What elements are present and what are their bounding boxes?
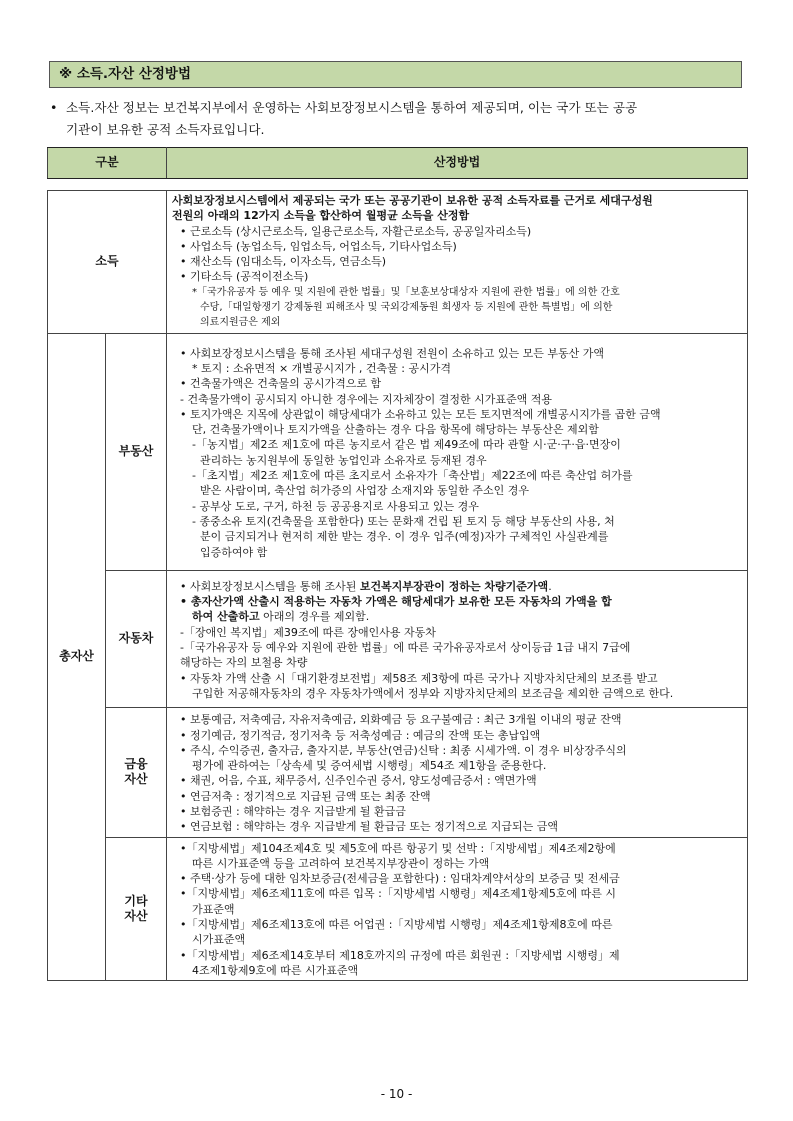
- financial-line: • 연금저축 : 정기적으로 지급된 금액 또는 최종 잔액: [180, 789, 431, 803]
- row-label-vehicle: 자동차: [106, 570, 167, 707]
- other-assets-line: 4조제1항제9호에 따른 시가표준액: [192, 963, 359, 977]
- financial-content: [167, 708, 748, 837]
- spacer-cell: [48, 179, 748, 191]
- realestate-line: -「농지법」제2조 제1호에 따른 농지로서 같은 법 제49조에 따라 관할 시·군·구·읍·면장이: [192, 438, 621, 452]
- vehicle-line: -「국가유공자 등 예우와 지원에 관한 법률」에 따른 국가유공자로서 상이등급 1급 내지 7급에: [180, 641, 631, 655]
- other-assets-line: 따른 시가표준액 등을 고려하여 보건복지부장관이 정하는 가액: [192, 856, 490, 870]
- col-header-category: 구분: [48, 148, 167, 179]
- realestate-line: - 공부상 도로, 구거, 하천 등 공공용지로 사용되고 있는 경우: [192, 499, 479, 513]
- vehicle-line-3-bold: 하여 산출하고: [192, 610, 260, 624]
- income-line: • 사업소득 (농업소득, 임업소득, 어업소득, 기타사업소득): [180, 239, 457, 253]
- vehicle-line: 해당하는 자의 보철용 차량: [180, 656, 308, 670]
- financial-line: • 채권, 어음, 수표, 채무증서, 신주인수권 증서, 양도성예금증서 : 액면가액: [180, 774, 537, 788]
- col-header-method: 산정방법: [167, 148, 748, 179]
- intro-line-2: 기관이 보유한 공적 소득자료입니다.: [66, 122, 265, 137]
- realestate-line: • 사회보장정보시스템을 통해 조사된 세대구성원 전원이 소유하고 있는 모든 부동산 가액: [180, 346, 604, 360]
- vehicle-line-3-post: 아래의 경우를 제외함.: [259, 610, 370, 624]
- financial-label-2: 자산: [124, 772, 148, 787]
- realestate-line: 입증하여야 함: [200, 545, 268, 559]
- income-note-line: *「국가유공자 등 예우 및 지원에 관한 법률」및「보훈보상대상자 지원에 관한 법률」에 의한 간호: [192, 286, 620, 298]
- financial-line: 평가에 관하여는「상속세 및 증여세법 시행령」제54조 제1항을 준용한다.: [192, 759, 547, 773]
- realestate-line: * 토지 : 소유면적 × 개별공시지가 , 건축물 : 공시가격: [192, 361, 451, 375]
- realestate-line: 단, 건축물가액이나 토지가액을 산출하는 경우 다음 항목에 해당하는 부동산은 제외함: [192, 423, 599, 437]
- table-row-realestate: [48, 333, 748, 570]
- vehicle-line: [172, 579, 741, 594]
- realestate-line: - 종중소유 토지(건축물을 포함한다) 또는 문화재 건립 된 토지 등 해당 부동산의 사용, 처: [192, 514, 615, 528]
- vehicle-line: • 총자산가액 산출시 적용하는 자동차 가액은 해당세대가 보유한 모든 자동차의 가액을 합: [180, 595, 612, 609]
- realestate-line: - 건축물가액이 공시되지 아니한 경우에는 지자체장이 결정한 시가표준액 적용: [180, 392, 552, 406]
- financial-line: • 연금보험 : 해약하는 경우 지급받게 될 환급금 또는 정기적으로 지급되는 금액: [180, 820, 559, 834]
- table-row-other-assets: [48, 837, 748, 981]
- section-title: ※ 소득.자산 산정방법: [49, 61, 742, 88]
- other-label-2: 자산: [124, 908, 148, 923]
- row-label-realestate: 부동산: [106, 333, 167, 570]
- vehicle-line-1-post: .: [548, 579, 552, 593]
- realestate-line: 분이 금지되거나 현저히 제한 받는 경우. 이 경우 입주(예정)자가 구체적인 사실관계를: [200, 530, 609, 544]
- page-number: - 10 -: [380, 1087, 413, 1101]
- row-label-income: 소득: [48, 191, 167, 334]
- row-label-financial: [106, 708, 167, 837]
- income-line: 사회보장정보시스템에서 제공되는 국가 또는 공공기관이 보유한 공적 소득자료를 근거로 세대구성원: [172, 194, 653, 207]
- income-line: 전원의 아래의 12가지 소득을 합산하여 월평균 소득을 산정함: [172, 209, 470, 223]
- table-row-vehicle: [48, 570, 748, 707]
- financial-label-1: 금융: [124, 757, 148, 772]
- other-assets-line: •「지방세법」제6조제14호부터 제18호까지의 규정에 따른 회원권 :「지방세법 시행령」제: [180, 948, 620, 962]
- intro-line-1: 소득.자산 정보는 보건복지부에서 운영하는 사회보장정보시스템을 통하여 제공되며, 이는 국가 또는 공공: [66, 100, 638, 115]
- other-assets-line: 가표준액: [192, 902, 235, 916]
- other-assets-line: •「지방세법」제104조제4호 및 제5호에 따른 항공기 및 선박 :「지방세법」제4조제2항에: [180, 841, 616, 855]
- financial-line: • 정기예금, 정기적금, 정기저축 등 저축성예금 : 예금의 잔액 또는 총납입액: [180, 728, 541, 742]
- other-assets-line: •「지방세법」제6조제13호에 따른 어업권 :「지방세법 시행령」제4조제1항제8호에 따른: [180, 918, 613, 932]
- income-line: • 근로소득 (상시근로소득, 일용근로소득, 자활근로소득, 공공일자리소득): [180, 224, 532, 238]
- intro-paragraph: [50, 97, 750, 141]
- vehicle-line: -「장애인 복지법」제39조에 따른 장애인사용 자동차: [180, 625, 436, 639]
- income-note-line: 의료지원금은 제외: [200, 317, 281, 329]
- vehicle-line: 구입한 저공해자동차의 경우 자동차가액에서 정부와 지방자치단체의 보조금을 제외한 금액으로 한다.: [192, 686, 674, 700]
- vehicle-content: [167, 570, 748, 707]
- realestate-line: 관리하는 농지원부에 동일한 농업인과 소유자로 등재된 경우: [200, 453, 487, 467]
- table-row-income: [48, 191, 748, 334]
- realestate-line: • 건축물가액은 건축물의 공시가격으로 함: [180, 377, 382, 391]
- row-label-total-assets: 총자산: [48, 333, 106, 981]
- vehicle-line: • 자동차 가액 산출 시「대기환경보전법」제58조 제3항에 따른 국가나 지방자치단체의 보조를 받고: [180, 671, 658, 685]
- realestate-line: 받은 사람이며, 축산업 허가증의 사업장 소재지와 동일한 주소인 경우: [200, 484, 529, 498]
- table-header-row: [48, 148, 748, 179]
- other-assets-line: 시가표준액: [192, 933, 246, 947]
- spacer-row: [48, 179, 748, 191]
- other-assets-line: •「지방세법」제6조제11호에 따른 입목 :「지방세법 시행령」제4조제1항제5호에 따른 시: [180, 887, 616, 901]
- row-label-other-assets: [106, 837, 167, 981]
- income-content: [167, 191, 748, 334]
- realestate-content: [167, 333, 748, 570]
- calculation-table: [47, 147, 748, 981]
- income-line: • 재산소득 (임대소득, 이자소득, 연금소득): [180, 255, 387, 269]
- vehicle-line-1-pre: • 사회보장정보시스템을 통해 조사된: [180, 579, 360, 593]
- income-line: • 기타소득 (공적이전소득): [180, 270, 309, 284]
- other-assets-line: • 주택·상가 등에 대한 임차보증금(전세금을 포함한다) : 임대차계약서상의 보증금 및 전세금: [180, 872, 620, 886]
- realestate-line: -「초지법」제2조 제1호에 따른 초지로서 소유자가「축산법」제22조에 따른 축산업 허가를: [192, 469, 633, 483]
- other-assets-content: [167, 837, 748, 981]
- other-label-1: 기타: [124, 893, 148, 908]
- vehicle-line-1-bold: 보건복지부장관이 정하는 차량기준가액: [359, 579, 549, 593]
- realestate-line: • 토지가액은 지목에 상관없이 해당세대가 소유하고 있는 모든 토지면적에 개별공시지가를 곱한 금액: [180, 407, 661, 421]
- financial-line: • 주식, 수익증권, 출자금, 출자지분, 부동산(연금)신탁 : 최종 시세가액. 이 경우 비상장주식의: [180, 743, 627, 757]
- financial-line: • 보험증권 : 해약하는 경우 지급받게 될 환급금: [180, 804, 406, 818]
- intro-bullet: •: [50, 100, 58, 115]
- table-row-financial: [48, 708, 748, 837]
- financial-line: • 보통예금, 저축예금, 자유저축예금, 외화예금 등 요구불예금 : 최근 3개월 이내의 평균 잔액: [180, 713, 622, 727]
- income-note-line: 수당,「대일항쟁기 강제동원 피해조사 및 국외강제동원 희생자 등 지원에 관한 특별법」에 의한: [200, 302, 613, 314]
- vehicle-line: [172, 609, 741, 624]
